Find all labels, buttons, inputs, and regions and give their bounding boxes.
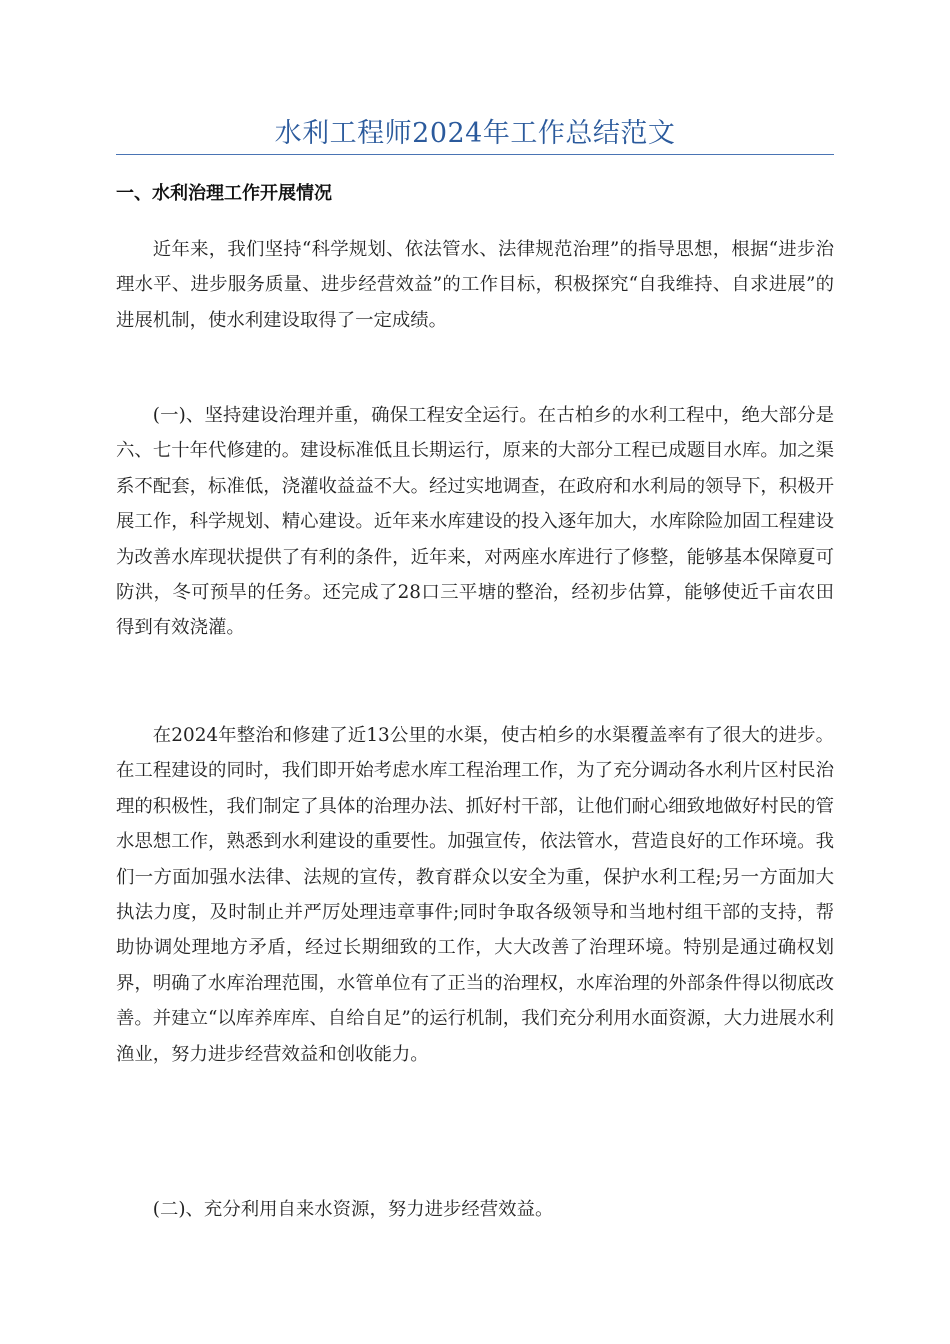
paragraph-intro: 近年来，我们坚持“科学规划、依法管水、法律规范治理”的指导思想，根据“进步治理水平、进步服务质量、进步经营效益”的工作目标，积极探究“自我维持、自求进展”的进展机制，使水利建设取得了一定成绩。: [116, 239, 834, 331]
paragraph-canal-renovation: 在2024年整治和修建了近13公里的水渠，使古柏乡的水渠覆盖率有了很大的进步。在工程建设的同时，我们即开始考虑水库工程治理工作，为了充分调动各水利片区村民治理的积极性，我们制定了具体的治理办法、抓好村干部，让他们耐心细致地做好村民的管水思想工作，熟悉到水利建设的重要性。加强宣传，依法管水，营造良好的工作环境。我们一方面加强水法律、法规的宣传，教育群众以安全为重，保护水利工程;另一方面加大执法力度，及时制止并严厉处理违章事件;同时争取各级领导和当地村组干部的支持，帮助协调处理地方矛盾，经过长期细致的工作，大大改善了治理环境。特别是通过确权划界，明确了水库治理范围，水管单位有了正当的治理权，水库治理的外部条件得以彻底改善。并建立“以库养库库、自给自足”的运行机制，我们充分利用水面资源，大力进展水利渔业，努力进步经营效益和创收能力。: [116, 725, 834, 1065]
title-underline: [116, 154, 834, 155]
section-heading: 一、水利治理工作开展情况: [116, 183, 332, 204]
document-title: 水利工程师2024年工作总结范文: [274, 118, 676, 149]
paragraph-subsection-2: (二)、充分利用自来水资源，努力进步经营效益。: [152, 1199, 554, 1220]
paragraph-subsection-1: (一)、坚持建设治理并重，确保工程安全运行。在古柏乡的水利工程中，绝大部分是六、七十年代修建的。建设标准低且长期运行，原来的大部分工程已成题目水库。加之渠系不配套，标准低，浇灌收益益不大。经过实地调查，在政府和水利局的领导下，积极开展工作，科学规划、精心建设。近年来水库建设的投入逐年加大，水库除险加固工程建设为改善水库现状提供了有利的条件，近年来，对两座水库进行了修整，能够基本保障夏可防洪，冬可预旱的任务。还完成了28口三平塘的整治，经初步估算，能够使近千亩农田得到有效浇灌。: [116, 405, 834, 639]
